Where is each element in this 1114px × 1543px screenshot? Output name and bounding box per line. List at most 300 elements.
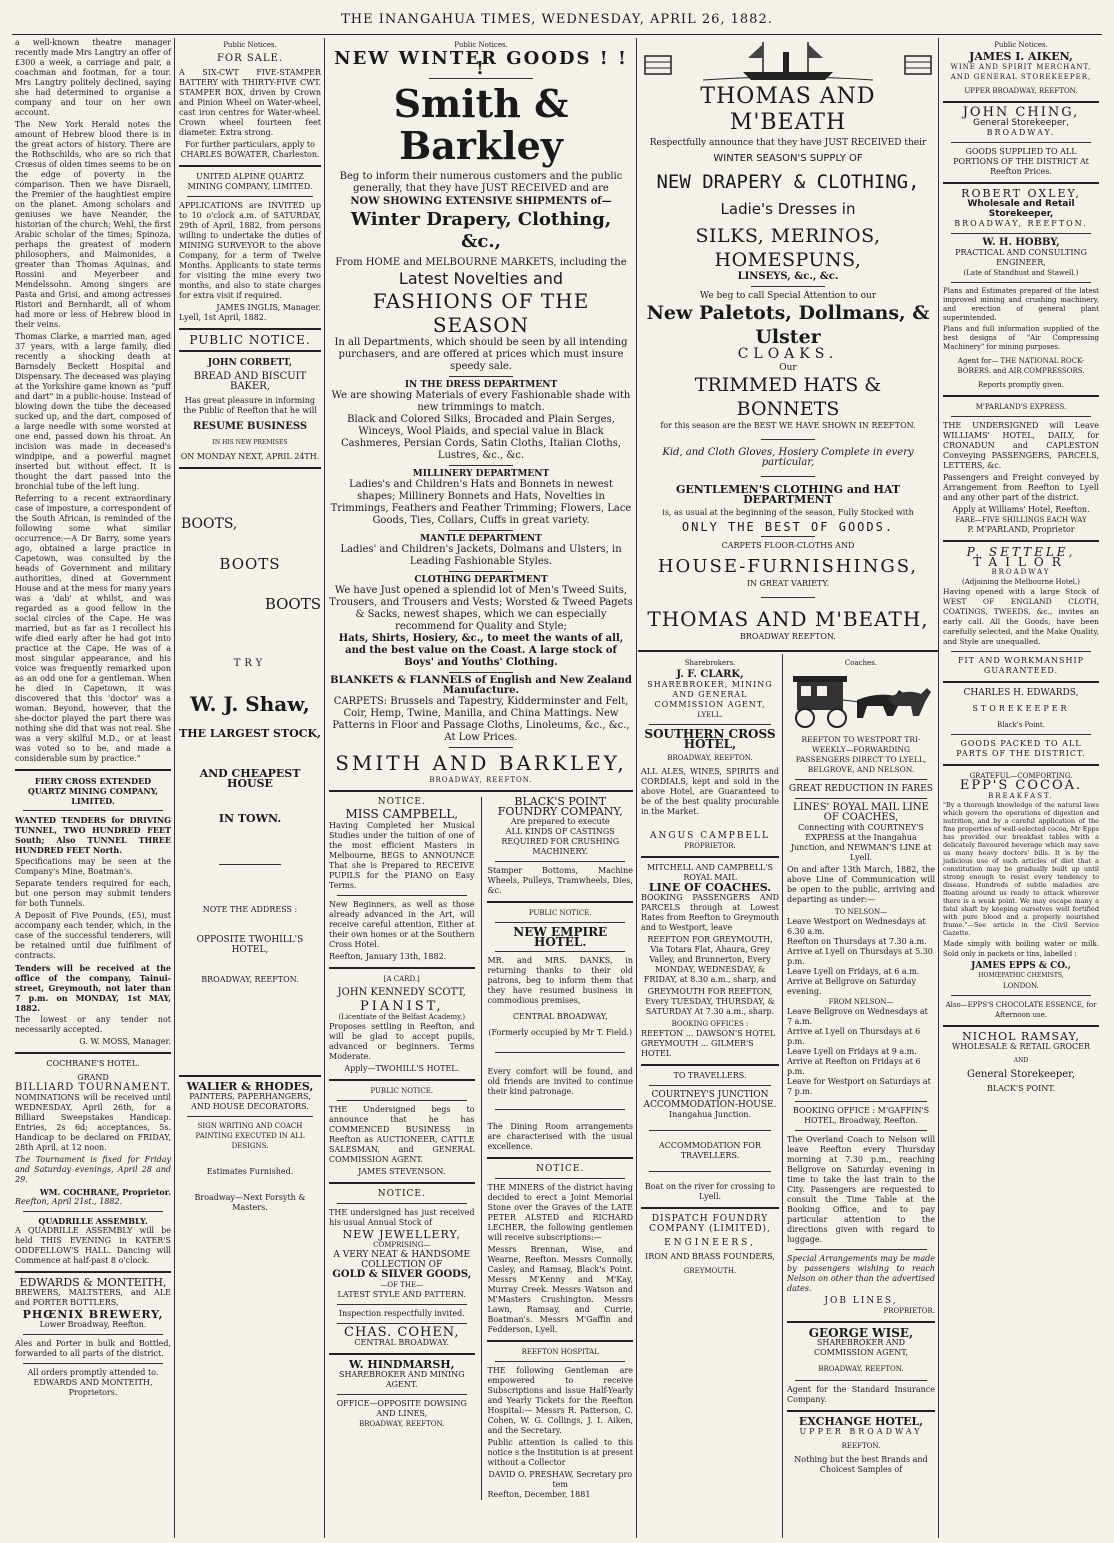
ad-signature: DAVID O. PRESHAW, Secretary pro tem [488,1470,633,1489]
timetable-row: Leave Lyell on Fridays, at 6 a.m. [787,967,920,976]
separator [795,1130,927,1131]
ad-subtitle: GRAND [77,1073,109,1082]
ad-paragraph: Broadway—Next Forsyth & Masters. [194,1193,306,1212]
ad-name: JOHN KENNEDY SCOTT, [337,987,466,998]
ad-paragraph: General Storekeeper, [973,118,1069,128]
separator [495,1178,625,1179]
ad-heading: GREAT REDUCTION IN FARES [789,784,933,794]
separator [329,1182,475,1184]
ad-paragraph: WANTED TENDERS for DRIVING TUNNEL, TWO HUNDRED FEET South; Also TUNNEL THREE HUNDRED FEET North. [15,815,171,855]
separator [751,286,825,287]
separator [15,1052,171,1054]
separator [495,1052,625,1053]
ad-paragraph: THE following Gentleman are empowered to receive Subscriptions and issue Half-Yearly and Yearly Tickets for the Reefton Hospital:— Messrs R. Patterson, C. Cohen, W. G. Collings, J. I. Aiken, and the Secretary. [487,1366,633,1435]
ad-heading: ACCOMMODATION FOR TRAVELLERS. [658,1141,761,1160]
separator [187,1116,313,1117]
ad-paragraph: Reports promptly given. [977,381,1065,389]
timetable-row: Arrive at Lyell on Thursdays at 6 p.m. [787,1027,921,1046]
ad-heading: GENTLEMEN'S CLOTHING and HAT DEPARTMENT [675,483,901,506]
ad-paragraph: HOMŒPATHIC CHEMISTS, [978,972,1064,979]
ad-paragraph: Special Arrangements may be made by passengers wishing to reach Nelson on other than the advertised dates. [787,1254,935,1293]
ad-paragraph: WHOLESALE & RETAIL GROCER [951,1042,1091,1051]
sub-column-left [329,797,475,1500]
timetable-row: Arrive at Lyell on Thursdays at 5.30 p.m. [787,947,933,966]
ad-name: MISS CAMPBELL, [345,807,459,821]
coach-illustration [787,670,933,732]
ad-brand: EXCHANGE HOTEL, [798,1415,924,1428]
ad-paragraph: is, as usual at the beginning of the season, Fully Stocked with [662,508,914,517]
ad-heading: HOUSE-FURNISHINGS, [657,556,919,577]
ad-brand: COURTNEY'S JUNCTION ACCOMMODATION-HOUSE. [643,1090,777,1110]
separator [641,1207,779,1209]
ad-paragraph: BREWERS, MALTSTERS, and ALE and PORTER BOTTLERS, [15,1288,171,1307]
separator [329,790,633,792]
ad-heading: MILLINERY DEPARTMENT [412,469,550,479]
ad-location: CENTRAL BROADWAY, [512,1012,608,1021]
ad-signature: CHARLES BOWATER, Charleston. [180,150,320,159]
ad-location: BROADWAY REEFTON. [740,632,836,641]
ad-signature: EDWARDS AND MONTEITH, Proprietors. [33,1378,153,1397]
ad-paragraph: SIGN WRITING AND COACH PAINTING EXECUTED IN ALL DESIGNS. [195,1122,305,1150]
separator [337,1304,467,1305]
ad-paragraph: The Tournament is fixed for Friday and Saturday evenings, April 28 and 29. [15,1155,171,1184]
ad-location: LYELL. [697,711,723,719]
separator [649,1085,771,1086]
ad-brand: CHAS. COHEN, [344,1325,460,1340]
ad-paragraph: A SIX-CWT FIVE-STAMPER BATTERY with THIRTY-FIVE CWT. STAMPER BOX, driven by Crown and Pinion Wheel on Water-wheel, cast iron centres for Water-wheel. Crown wheel fourteen feet diameter. Extra strong. [179,68,321,137]
section-header: Coaches. [844,659,878,667]
separator [951,282,1091,283]
ad-paragraph: LINSEYS, &c., &c. [737,271,839,282]
ad-paragraph: Separate tenders required for each, but one person may submit tenders for both Tunnels. [15,879,171,908]
ad-heading: RESUME BUSINESS [192,421,308,432]
ad-heading: IN TOWN. [218,812,282,825]
separator [795,779,927,780]
ad-paragraph: Also—EPPS'S CHOCOLATE ESSENCE, for Afternoon use. [945,1001,1097,1019]
separator [179,328,321,330]
ad-label: [A CARD.] [383,975,420,983]
ad-paragraph: Plans and full information supplied of the best designs of "Air Compressing Machinery" for mining purposes. [943,325,1099,351]
separator [15,769,171,771]
ad-heading: AND CHEAPEST HOUSE [199,767,301,790]
ad-paragraph: CARPETS: Brussels and Tapestry, Kidderminster and Felt, Coir, Hemp, Twine, Manilla, and China Mattings. New Patterns in Floor and Passage Cloths, Linoleums, &c., &c., At Low Prices. [332,696,630,743]
separator [23,1363,163,1364]
separator [795,1249,927,1250]
ad-paragraph: OFFICE—OPPOSITE DOWSING AND LINES, [336,1399,467,1418]
ad-paragraph: The Overland Coach to Nelson will leave Reefton every Thursday morning at 7.30 p.m., reaching Bellgrove on Saturday evening in time to take the last train to the City. Passengers are requested to consult the Time Table at the Booking Office, and to pay particular attention to the directions given with regard to luggage. [787,1135,935,1244]
ad-paragraph: Boat on the river for crossing to Lyell. [644,1182,776,1201]
ad-brand: THOMAS AND M'BEATH [700,84,876,135]
ad-location: Inangahua Junction. [668,1110,752,1119]
ad-title: NOTICE. [377,797,426,807]
separator [449,571,513,572]
ad-paragraph: Nothing but the best Brands and Choicest Samples of [794,1455,928,1474]
ad-title: FIERY CROSS EXTENDED QUARTZ MINING COMPANY, LIMITED. [27,776,159,806]
separator [943,681,1099,683]
ad-paragraph: Agent for— THE NATIONAL ROCK-BORERS. and AIR COMPRESSORS. [957,357,1085,375]
ad-paragraph: Apply—TWOHILL'S HOTEL. [344,1064,460,1073]
ad-trade: BREAD AND BISCUIT BAKER, [193,371,307,392]
ad-brand: W. HINDMARSH, [349,1358,455,1371]
masthead-rule [12,34,1102,35]
ad-paragraph: PROPRIETOR. [883,1307,935,1315]
ad-heading: NOW SHOWING EXTENSIVE SHIPMENTS of— [350,196,612,207]
separator [795,798,927,799]
separator [943,1025,1099,1027]
ad-heading: BOOTS, [181,516,238,532]
ad-heading: NEW DRAPERY & CLOTHING, [656,171,920,193]
ad-heading: BOOTS [219,555,281,573]
ad-paragraph: FARE—FIVE SHILLINGS EACH WAY [955,516,1087,524]
ad-heading: REEFTON FOR GREYMOUTH, [647,935,773,944]
separator [951,233,1091,234]
ad-paragraph: Having opened with a large Stock of WEST OF ENGLAND CLOTH, COATINGS, TWEEDS, &c., invites an early call. All the Goods, have been carefully selected, and the Make Quality, and Style are unequalled. [943,587,1099,646]
ad-title: BILLIARD TOURNAMENT. [15,1082,171,1093]
section-header: Public Notices. [454,41,508,49]
ad-paragraph: We have Just opened a splendid lot of Men's Tweed Suits, Trousers, and Trousers and Vests; Worsted & Tweed Pagets & Sacks, newest shapes, which we can especially recommend for Quality and Style; [329,585,633,632]
ad-location: BROADWAY, REEFTON. [359,1420,445,1428]
ad-paragraph: Beg to inform their numerous customers and the public generally, that they have JUST RECEIVED and are [339,171,623,194]
ad-name: JOHN CORBETT, [207,358,293,368]
separator [23,1334,163,1335]
ad-paragraph: Kid, and Cloth Gloves, Hosiery Complete in every particular, [662,447,914,468]
ad-paragraph: Connecting with COURTNEY'S EXPRESS at the Inangahua Junction, and NEWMAN'S LINE at Lyell. [790,823,932,862]
ad-location: BROADWAY, REEFTON. [429,776,533,784]
ad-paragraph: GRATEFUL—COMFORTING. [969,772,1073,780]
ad-paragraph: APPLICATIONS are INVITED up to 10 o'clock a.m. of SATURDAY, 29th of April, 1882, from persons willing to undertake the duties of MINING SURVEYOR to the above Company, for a term of Twelve Months. Applicants to state terms for visiting the mine every two months, and also to state charges for extra visit if required. [179,201,321,300]
separator [495,1361,625,1362]
ad-location: REEFTON. [841,1442,881,1450]
ad-paragraph: Via Totara Flat, Ahaura, Grey Valley, and Brunnerton, Every MONDAY, WEDNESDAY, & FRIDAY, at 8.30 a.m., sharp, and [643,945,777,984]
timetable-row: Arrive at Bellgrove on Saturday evening. [787,977,916,996]
ad-paragraph: "By a thorough knowledge of the natural laws which govern the operations of digestion and nutrition, and by a careful application of the fine properties of well-selected cocoa, Mr Epps has provided our breakfast tables with a delicately flavoured beverage which may save us many heavy doctors' bills. It is by the judicious use of such articles of diet that a constitution may be gradually built up until strong enough to resist every tendency to disease. Hundreds of subtle maladies are floating around us ready to attack wherever there is a weak point. We may escape many a fatal shaft by keeping ourselves well fortified with pure blood and a properly nourished frame."—See article in the Civil Service Gazette. [943,801,1099,937]
column-4-5-top [638,38,938,648]
article-paragraph: a well-known theatre manager recently made Mrs Langtry an offer of £300 a week, a carriage and pair, a coachman and footman, for a tour. Mrs Langtry politely declined, saying she had determined to organise a company and tour on her own account. [15,38,171,117]
ad-heading: CLOAKS. [737,346,839,362]
ad-paragraph: We are showing Materials of every Fashionable shade with new trimmings to match. [331,390,631,413]
ad-paragraph: Ladies's and Children's Hats and Bonnets in newest shapes; Millinery Bonnets and Hats, Novelties in Trimmings, Feathers and Feather Trimming; Flowers, Lace Goods, Ties, Collars, Cuffs in great variety. [330,479,632,526]
timetable-row: Leave Westport on Wednesdays at 6.30 a.m. [787,917,926,936]
separator [329,967,475,969]
ad-title: PUBLIC NOTICE. [528,909,592,917]
separator [337,1323,467,1324]
column-6 [940,38,1102,1538]
ad-paragraph: NOTE THE ADDRESS : [202,905,298,914]
ad-brand: JAMES I. AIKEN, [969,50,1073,63]
ad-paragraph: The Dining Room arrangements are characterised with the usual excellence. [487,1122,633,1151]
separator [487,1157,633,1159]
column-1 [12,38,174,1538]
ad-paragraph: General Storekeeper, [966,1069,1076,1080]
separator [943,182,1099,184]
ad-paragraph: IN GREAT VARIETY. [746,579,830,588]
separator [449,465,513,466]
separator [179,165,321,167]
ad-brand: J. F. CLARK, [676,669,744,680]
ad-paragraph: IN HIS NEW PREMISES [212,439,288,446]
ad-paragraph: COMPRISING— [373,1241,431,1249]
ad-location: UPPER BROADWAY [799,1427,923,1436]
ad-brand: Smith & Barkley [393,81,569,168]
ad-paragraph: Tenders will be received at the office of the company, Tainui-street, Greymouth, not later than 7 p.m. on MONDAY, 1st MAY, 1882. [15,963,171,1013]
separator [795,1101,927,1102]
ad-signature: P. M'PARLAND, Proprietor [967,525,1075,534]
ad-paragraph: Estimates Furnished. [206,1167,294,1176]
ship-illustration [643,38,933,84]
separator [951,734,1091,735]
ad-signature: G. W. MOSS, Manager. [79,1037,171,1046]
ad-location: CENTRAL BROADWAY. [354,1338,450,1347]
ad-paragraph: ALL KINDS OF CASTINGS REQUIRED FOR CRUSHING MACHINERY. [501,827,620,856]
ad-paragraph: Made simply with boiling water or milk. Sold only in packets or tins, labelled : [943,940,1099,958]
ad-location: Black's Point. [997,721,1045,729]
separator [449,672,513,673]
ad-heading: Ladie's Dresses in [720,200,856,218]
ad-title: M'PARLAND'S EXPRESS. [975,403,1067,411]
separator [761,536,815,537]
ad-paragraph: Has great pleasure in informing the Public of Reefton that he will [183,396,317,415]
ad-brand: CHARLES H. EDWARDS, [963,688,1079,698]
separator [337,895,467,896]
ad-paragraph: for this season are the BEST WE HAVE SHOWN IN REEFTON. [660,421,916,430]
masthead: THE INANGAHUA TIMES, WEDNESDAY, APRIL 26, 1882. [341,12,773,27]
ad-heading: FASHIONS OF THE SEASON [372,289,590,337]
ad-paragraph: CARPETS FLOOR-CLOTHS AND [721,541,855,550]
separator [337,1394,467,1395]
ad-paragraph: From HOME and MELBOURNE MARKETS, including the [335,257,627,268]
separator [943,540,1099,542]
ad-brand: W. J. Shaw, [190,692,310,716]
section-header: Sharebrokers. [684,659,736,667]
ad-title: MITCHELL AND CAMPBELL'S ROYAL MAIL [646,863,774,882]
ad-paragraph: GREYMOUTH ... GILMER'S HOTEL [641,1039,754,1058]
ad-paragraph: SHAREBROKER AND COMMISSION AGENT, [813,1338,908,1357]
ad-heading: SILKS, MERINOS, HOMESPUNS, [695,225,881,271]
ad-heading: IN THE DRESS DEPARTMENT [404,380,558,390]
ad-heading: PIANIST, [359,999,444,1014]
separator [943,764,1099,766]
ad-paragraph: Passengers and Freight conveyed by Arrangement from Reefton to Lyell and any other part of the district. [943,473,1099,502]
ad-location: BROADWAY [991,568,1051,576]
column-rule [782,654,783,1538]
ad-title: UNITED ALPINE QUARTZ MINING COMPANY, LIMITED. [187,172,313,191]
ad-paragraph: Public attention is called to this notice s the Institution is at present without a Collector [487,1438,633,1467]
timetable-row: Leave Bellgrove on Wednesdays at 7 a.m. [787,1007,928,1026]
ad-location: BROADWAY, REEFTON. [818,1365,904,1373]
ad-paragraph: BROADWAY, REEFTON. [201,975,299,984]
ad-heading: BLANKETS & FLANNELS of English and New Zealand Manufacture. [330,675,632,696]
ad-paragraph: We beg to call Special Attention to our [699,291,877,301]
ad-paragraph: A VERY NEAT & HANDSOME COLLECTION OF [333,1250,471,1270]
article-paragraph: The New York Herald notes the amount of Hebrew blood there is in the great actors of history. There are the Rothschilds, who are so rich that Crœsus of olden times seems to be on the edge of poverty in the comparison. Then we have Disraeli, the Premier of the haughtiest empire on the planet. Among scholars and geniuses we have Neander, the historian of the church; Wehl, the first Arabic scholar of the times; Spinoza, perhaps the greatest of modern philosophers, and Maimonides, a greater than Thomas Aquinas, and Rossini and Meyerbeer and Mendelssohn. Among singers are Pasta and Grisi, and among actresses Ristori and Bernhardt, all of whom had more or less of Hebrew blood in their veins. [15,120,171,329]
ad-heading: LINE OF COACHES. [648,881,772,894]
ad-location: Lower Broadway, Reefton. [39,1320,147,1329]
ad-brand: P. SETTELE, [966,545,1076,559]
ad-paragraph: LATEST STYLE AND PATTERN. [337,1290,466,1299]
ad-brand: LINES' ROYAL MAIL LINE OF COACHES, [793,802,929,823]
ad-paragraph: ALL ALES, WINES, SPIRITS and CORDIALS, kept and sold in the above Hotel, are Guaranteed to be of the best quality procurable in the Market. [641,767,779,816]
ad-title: QUADRILLE ASSEMBLY. [38,1216,148,1226]
ad-title: TO TRAVELLERS. [673,1071,747,1080]
ad-paragraph: THE MINERS of the district having decided to erect a Joint Memorial Stone over the Graves of the LATE PETER ALSTED and RICHARD LECHER, the following gentlemen will receive subscriptions:— [487,1183,633,1242]
separator [15,1271,171,1273]
separator [943,101,1099,103]
ad-heading: GOLD & SILVER GOODS, [332,1269,472,1280]
ad-brand: BLACK'S POINT FOUNDRY COMPANY, [497,795,623,818]
ad-paragraph: A Deposit of Five Pounds, (£5), must accompany each tender, which, in the case of the successful tenderers, will be retained until due fulfilment of contracts. [15,911,171,960]
ad-date: Lyell, 1st April, 1882. [179,313,267,322]
ad-paragraph: MR. and MRS. DANKS, in returning thanks to their old patrons, beg to inform them that they have resumed business in commodious premises, [487,956,633,1005]
ad-paragraph: A QUADRILLE ASSEMBLY will be held THIS EVENING in KATER'S ODDFELLOW'S HALL. Dancing will Commence at half-past 8 o'clock. [15,1226,171,1265]
separator [495,861,625,862]
separator [761,439,815,440]
ad-brand: SMITH AND BARKLEY, [335,751,627,775]
separator [943,395,1099,397]
ad-heading: ENGINEERS, [664,1238,756,1248]
ad-date: Reefton, January 13th, 1882. [329,952,447,961]
ad-signature: JAMES STEVENSON. [358,1167,446,1176]
ad-paragraph: Ales and Porter in bulk and Bottled, forwarded to all parts of the district. [15,1339,171,1358]
separator [337,1100,467,1101]
timetable-row: Leave for Westport on Saturdays at 7 p.m. [787,1077,931,1096]
ad-paragraph: Messrs Brennan, Wise, and Wearne, Reefton. Messrs Connolly, Casley, and Ramsay, Black's Point. Messrs M'Kenny and M'Kay, Murray Creek. Messrs Watson and M'Masters Crushington. Messrs Lawn, Ramsay, and Currie, Boatman's. Messrs M'Gaffin and Fedderson, Lyell. [487,1245,633,1334]
ad-brand: DISPATCH FOUNDRY COMPANY (LIMITED), [649,1214,771,1234]
ad-title: FOR SALE. [216,53,284,64]
ad-paragraph: New Beginners, as well as those already advanced in the Art, will receive careful attention, Either at their own homes or at the Southern Cross Hotel. [329,900,475,949]
ad-paragraph: Every comfort will be found, and old friends are invited to continue their kind patronage. [487,1067,633,1096]
timetable-row: Leave Lyell on Fridays at 9 a.m. [787,1047,917,1056]
ad-heading: FIT AND WORKMANSHIP GUARANTEED. [957,656,1085,675]
separator [649,724,771,725]
ad-paragraph: Apply at Williams' Hotel, Reefton. [952,505,1090,514]
column-rule [481,797,482,1500]
ad-heading: GREYMOUTH FOR REEFTON, [647,987,773,996]
ad-title: EDWARDS & MONTEITH, [19,1276,167,1289]
ad-paragraph: AND [1013,1057,1029,1064]
ad-paragraph: REEFTON ... DAWSON'S HOTEL [641,1029,776,1038]
ad-paragraph: Respectfully announce that they have JUST RECEIVED their [649,138,927,148]
ad-date: ON MONDAY NEXT, APRIL 24TH. [180,452,320,461]
ad-location: BROADWAY. [986,128,1056,137]
separator [179,1075,321,1077]
separator [649,1130,771,1131]
sub-columns [329,797,633,1500]
ad-paragraph: Every TUESDAY, THURSDAY, & SATURDAY At 7.30 a.m., sharp. [645,997,775,1016]
separator [23,1211,163,1212]
ad-paragraph: BOOKING OFFICES : [671,1020,749,1028]
ad-paragraph: For further particulars, apply to [185,140,315,149]
ad-paragraph: REEFTON TO WESTPORT TRI-WEEKLY—FORWARDING PASSENGERS DIRECT TO LYELL, BELGROVE, AND NELSON. [795,735,927,774]
article-paragraph: Thomas Clarke, a married man, aged 37 years, with a large family, died recently a shocking death at Barnsdely Beckett Hospital and Dispensary. The deceased was playing at the Yorkshire game known as "puff and dart" in a public-house. Instead of blowing down the tube the deceased sucked up, and the dart, composed of a large needle with some worsted at one end, passed down his throat. An incision was made in deceased's windpipe, and a powerful magnet inserted but without effect. It is thought the dart passed into the bronchial tube of the left lung. [15,332,171,491]
ad-date: Reefton, December, 1881 [487,1490,591,1499]
separator [337,1203,467,1204]
ad-location: UPPER BROADWAY, REEFTON. [964,87,1078,95]
separator [179,467,321,469]
separator [795,1380,927,1381]
ad-paragraph: THE undersigned has just received his usual Annual Stock of [329,1208,475,1227]
ad-brand: THOMAS AND M'BEATH, [647,607,929,631]
ad-paragraph: (Licentiate of the Belfast Academy,) [338,1013,466,1021]
ad-heading: CLOTHING DEPARTMENT [414,575,548,585]
ad-paragraph: Black and Colored Silks, Brocaded and Plain Serges, Winceys, Wool Plaids, and special value in Black Cashmeres, Persian Cords, Satin Cloths, Italian Cloths, Lustres, &c., &c. [340,414,622,461]
ad-paragraph: Are prepared to execute [510,817,610,826]
ad-paragraph: Proposes settling in Reefton, and will be glad to accept pupils, advanced or beginners. Terms Moderate. [329,1022,475,1061]
ad-paragraph: SHAREBROKER, MINING AND GENERAL COMMISSION AGENT, [647,680,773,709]
ad-heading: NEW JEWELLERY, [342,1228,461,1241]
ad-title: REEFTON HOSPITAL [521,1348,599,1356]
ad-signature: WM. COCHRANE, Proprietor. [39,1187,171,1197]
ad-brand: ROBERT OXLEY, [961,187,1081,200]
ad-heading: Latest Novelties and [398,269,564,288]
ad-paragraph: Stamper Bottoms, Machine Wheels, Pulleys, Tramwheels, Dies, &c. [487,866,633,895]
ad-paragraph: GOODS PACKED TO ALL PARTS OF THE DISTRICT. [956,739,1086,758]
ad-paragraph: WINTER SEASON'S SUPPLY OF [713,153,863,164]
separator [179,350,321,352]
separator [449,376,513,377]
ad-paragraph: PROPRIETOR. [684,842,736,850]
ad-paragraph: —OF THE— [380,1281,424,1289]
ad-brand: SOUTHERN CROSS HOTEL, [644,727,776,751]
ad-paragraph: THE UNDERSIGNED will Leave WILLIAMS' HOTEL, DAILY, for CRONADUN and CAPLESTON Conveying PASSENGERS, PARCELS, LETTERS, &c. [943,421,1099,470]
ad-paragraph: Having Completed her Musical Studies under the tuition of one of the most efficient Masters in Melbourne, BEGS to ANNOUNCE That she is Prepared to RECEIVE PUPILS for the PIANO on Easy Terms. [329,821,475,890]
ad-location: GREYMOUTH. [683,1267,737,1275]
column-rule [174,38,175,1538]
ad-brand: JOHN CHING, [962,105,1080,120]
separator [495,922,625,923]
ad-name: JOB LINES, [824,1296,898,1306]
separator [329,1079,475,1081]
separator [187,196,313,197]
column-5 [784,656,938,1536]
ad-brand: NICHOL RAMSAY, [962,1030,1080,1043]
separator [449,747,513,748]
separator [951,995,1091,996]
ad-brand: NEW EMPIRE HOTEL. [513,925,608,949]
separator [23,810,163,811]
separator [638,650,938,652]
ad-header: COCHRANE'S HOTEL. [46,1059,140,1068]
ad-paragraph: WINE AND SPIRIT MERCHANT, AND GENERAL STOREKEEPER, [950,63,1092,81]
separator [641,856,779,858]
ad-heading: ONLY THE BEST OF GOODS. [681,520,895,534]
separator [487,1340,633,1342]
ad-heading: New Paletots, Dollmans, & Ulster [646,302,930,348]
section-header: Public Notices. [223,41,277,49]
ad-paragraph: Agent for the Standard Insurance Company. [787,1385,935,1404]
ad-brand: W. H. HOBBY, [982,237,1060,248]
section-header: Public Notices. [994,41,1048,49]
article-paragraph: Referring to a recent extraordinary case of imposture, a correspondent of the South African, is reminded of the following some what similar occurrence:—A Dr Barry, some years ago, obtained a large practice in Capetown, was consulted by the heads of Government and military authorities, dined at Government House and at the mess for many years was a 'dab' at whilst, and was regarded as a good fellow in the social circles of the Cape. He was married, but as far as I recollect his wife died early after he had got into practice at the Cape. He was of a most singular appearance, and his voice was frequently remarked upon as an odd one for a gentleman. When he died in Capetown, it was discovered that this 'doctor' was a woman. Beyond, however, that the she-doctor played the part there was nothing she did that was not real. She was a very skilful M.D., or at least was voted so to be, and made a considerable sum by practice." [15,494,171,763]
column-3 [326,38,636,1538]
ad-paragraph: NOMINATIONS will be received until WEDNESDAY, April 26th, for a Billiard Sweepstakes Handicap. Entries, 2s 6d; acceptances, 5s. Handicap to be declared on FRIDAY, 28th April, at 12 noon. [15,1093,171,1152]
ad-paragraph: All orders promptly attended to. [27,1368,159,1377]
separator [487,901,633,903]
ad-headline: NEW WINTER GOODS ! ! ! [334,48,628,79]
separator [449,530,513,531]
separator [761,597,815,598]
ad-paragraph: Specifications may be seen at the Company's Mine, Boatman's. [15,857,171,876]
ad-heading: TAILOR [973,555,1069,569]
ad-paragraph: Ladies' and Children's Jackets, Dolmans and Ulsters, in Leading Fashionable Styles. [340,544,622,567]
separator [649,1171,771,1172]
ad-paragraph: BOOKING OFFICE : M'GAFFIN'S HOTEL, Broadway, Reefton. [792,1106,930,1125]
separator [761,476,815,477]
column-rule [636,38,637,1538]
ad-title: WALIER & RHODES, [186,1080,314,1093]
ad-paragraph: (Late of Standhust and Stawell.) [963,269,1079,277]
separator [641,1064,779,1066]
ad-date: Reefton, April 21st., 1882. [15,1197,123,1206]
